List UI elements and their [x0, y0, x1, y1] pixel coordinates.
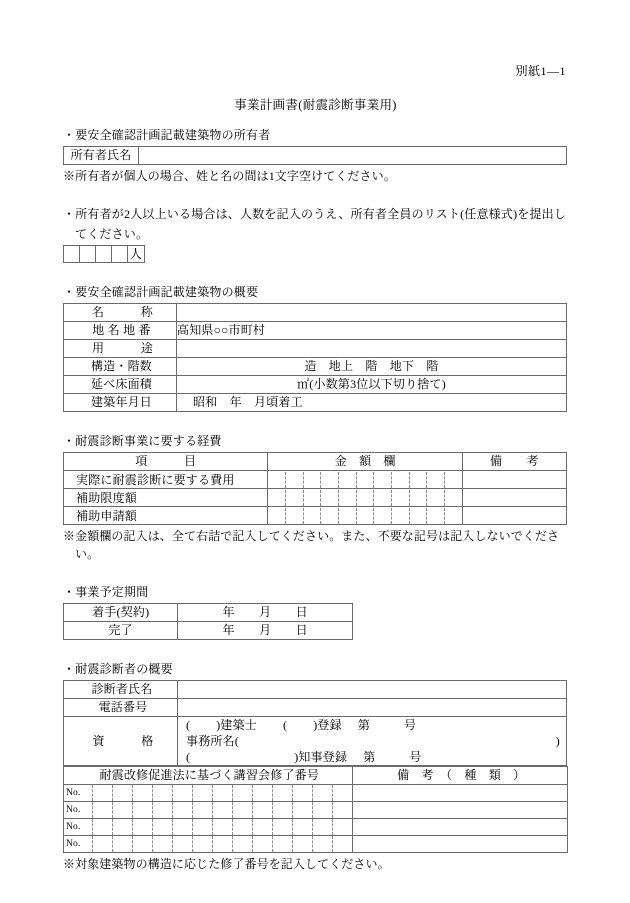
form-sheet	[63, 62, 568, 874]
course-digit-grid	[64, 836, 352, 852]
course-column-remarks: 備 考 （ 種 類 ）	[353, 767, 568, 785]
cost-note-line1: ※金額欄の記入は、全て右詰で記入してください。また、不要な記号は記入しないでくださ	[63, 529, 560, 544]
table-row	[64, 304, 567, 322]
owner-count-digit-3[interactable]	[96, 246, 112, 263]
qual-paren-open-2: (	[283, 718, 288, 733]
table-row	[64, 358, 567, 376]
diagnostician-label-phone: 電話番号	[64, 699, 178, 717]
cost-amount-limit[interactable]	[268, 489, 462, 507]
qual-office-label: 事務所名(	[186, 734, 239, 749]
building-row-value-floor-area[interactable]: ㎡(小数第3位以下切り捨て)	[177, 376, 567, 394]
diagnostician-qualification-fields[interactable]	[178, 717, 567, 766]
owner-count-unit: 人	[128, 246, 145, 263]
owner-count-digit-2[interactable]	[80, 246, 96, 263]
amount-digit-grid	[268, 490, 461, 506]
diagnostician-table	[63, 680, 567, 766]
amount-digit-grid	[268, 472, 461, 488]
qual-number-suffix-2: 号	[409, 750, 422, 765]
owner-name-table	[63, 146, 567, 165]
qual-number-prefix-1: 第	[357, 718, 371, 733]
course-number-cell-4[interactable]	[64, 836, 353, 853]
course-row-label: No.	[64, 785, 93, 801]
qual-architect-label: )建築士	[216, 718, 257, 733]
table-row	[64, 681, 567, 699]
course-number-cell-1[interactable]	[64, 785, 353, 802]
course-digit-grid	[64, 819, 352, 835]
section-heading-cost: ・耐震診断事業に要する経費	[63, 434, 222, 449]
table-row	[64, 819, 568, 836]
qual-number-suffix-1: 号	[404, 718, 417, 733]
cost-column-remarks: 備 考	[462, 453, 566, 471]
course-digit-grid	[64, 802, 352, 818]
table-row	[64, 507, 567, 525]
building-row-value-structure[interactable]: 造 地上 階 地下 階	[177, 358, 567, 376]
cost-amount-actual[interactable]	[268, 471, 462, 489]
owner-name-note: ※所有者が個人の場合、姓と名の間は1文字空けてください。	[63, 169, 396, 183]
building-overview-table	[63, 303, 567, 412]
table-header-row	[64, 453, 567, 471]
cost-remarks-limit[interactable]	[462, 489, 566, 507]
owner-name-field[interactable]	[139, 147, 567, 165]
qual-paren-open-1: (	[186, 718, 191, 733]
course-remarks-cell-3[interactable]	[353, 819, 568, 836]
cost-remarks-actual[interactable]	[462, 471, 566, 489]
section-heading-schedule: ・事業予定期間	[63, 585, 149, 600]
schedule-label-start: 着手(契約)	[64, 604, 178, 622]
cost-table	[63, 452, 567, 525]
cost-item-limit: 補助限度額	[64, 489, 268, 507]
table-row	[64, 376, 567, 394]
schedule-table	[63, 603, 353, 640]
schedule-value-finish[interactable]: 年 月 日	[178, 622, 353, 640]
table-row	[64, 340, 567, 358]
qual-governor-label: )知事登録	[294, 750, 348, 765]
cost-amount-request[interactable]	[268, 507, 462, 525]
table-row	[64, 802, 568, 819]
table-row	[64, 471, 567, 489]
table-row	[64, 699, 567, 717]
cost-column-item: 項 目	[64, 453, 268, 471]
section-heading-owner: ・要安全確認計画記載建築物の所有者	[63, 128, 271, 142]
course-row-label: No.	[64, 836, 93, 852]
diagnostician-value-name[interactable]	[178, 681, 567, 699]
owner-count-digit-4[interactable]	[112, 246, 128, 263]
table-row	[64, 322, 567, 340]
qualification-line-architect[interactable]	[178, 717, 566, 733]
building-row-value-use[interactable]	[177, 340, 567, 358]
building-row-label-address: 地 名 地 番	[64, 322, 177, 340]
amount-digit-grid	[268, 508, 461, 524]
course-note: ※対象建築物の構造に応じた修了番号を記入してください。	[63, 857, 390, 872]
qual-paren-open-3: (	[186, 750, 191, 765]
table-header-row	[64, 767, 568, 785]
owner-count-digit-1[interactable]	[64, 246, 80, 263]
table-row	[64, 489, 567, 507]
building-row-label-use: 用 途	[64, 340, 177, 358]
document-reference: 別紙1—1	[515, 64, 566, 78]
section-heading-building: ・要安全確認計画記載建築物の概要	[63, 285, 259, 300]
table-row	[64, 785, 568, 802]
section-heading-owner-count-line2: てください。	[75, 227, 149, 242]
course-remarks-cell-2[interactable]	[353, 802, 568, 819]
building-row-label-name: 名 称	[64, 304, 177, 322]
course-row-label: No.	[64, 802, 93, 818]
diagnostician-label-qualification: 資 格	[64, 717, 178, 766]
diagnostician-label-name: 診断者氏名	[64, 681, 178, 699]
table-row	[64, 622, 353, 640]
table-row	[64, 246, 145, 263]
schedule-label-finish: 完了	[64, 622, 178, 640]
building-row-label-floor-area: 延べ床面積	[64, 376, 177, 394]
course-digit-grid	[64, 785, 352, 801]
building-row-label-structure: 構造・階数	[64, 358, 177, 376]
qual-number-prefix-2: 第	[363, 750, 376, 765]
cost-remarks-request[interactable]	[462, 507, 566, 525]
section-heading-diagnostician: ・耐震診断者の概要	[63, 662, 173, 677]
building-row-label-build-date: 建築年月日	[64, 394, 177, 412]
table-row	[64, 717, 567, 766]
course-column-number: 耐震改修促進法に基づく講習会修了番号	[64, 767, 353, 785]
course-remarks-cell-4[interactable]	[353, 836, 568, 853]
building-row-value-build-date[interactable]: 昭和 年 月頃着工	[177, 394, 567, 412]
course-number-cell-3[interactable]	[64, 819, 353, 836]
course-remarks-cell-1[interactable]	[353, 785, 568, 802]
course-row-label: No.	[64, 819, 93, 835]
qualification-line-office[interactable]	[178, 733, 566, 749]
qualification-line-governor[interactable]	[178, 749, 566, 765]
table-row	[64, 147, 567, 165]
course-number-cell-2[interactable]	[64, 802, 353, 819]
owner-count-table	[63, 245, 145, 263]
table-row	[64, 836, 568, 853]
table-row	[64, 604, 353, 622]
section-heading-owner-count-line1: ・所有者が2人以上いる場合は、人数を記入のうえ、所有者全員のリスト(任意様式)を提出し	[63, 207, 567, 222]
building-row-value-address[interactable]: 高知県○○市町村	[177, 322, 567, 340]
schedule-value-start[interactable]: 年 月 日	[178, 604, 353, 622]
building-row-value-name[interactable]	[177, 304, 567, 322]
owner-name-label: 所有者氏名	[64, 147, 139, 165]
cost-note-line2: い。	[75, 546, 100, 561]
cost-item-actual: 実際に耐震診断に要する費用	[64, 471, 268, 489]
cost-item-request: 補助申請額	[64, 507, 268, 525]
cost-column-amount: 金 額 欄	[268, 453, 462, 471]
qual-office-paren-close: )	[555, 734, 560, 749]
document-title: 事業計画書(耐震診断事業用)	[234, 98, 397, 112]
course-number-table	[63, 766, 568, 853]
diagnostician-value-phone[interactable]	[178, 699, 567, 717]
table-row	[64, 394, 567, 412]
qual-register-label: )登録	[313, 718, 342, 733]
